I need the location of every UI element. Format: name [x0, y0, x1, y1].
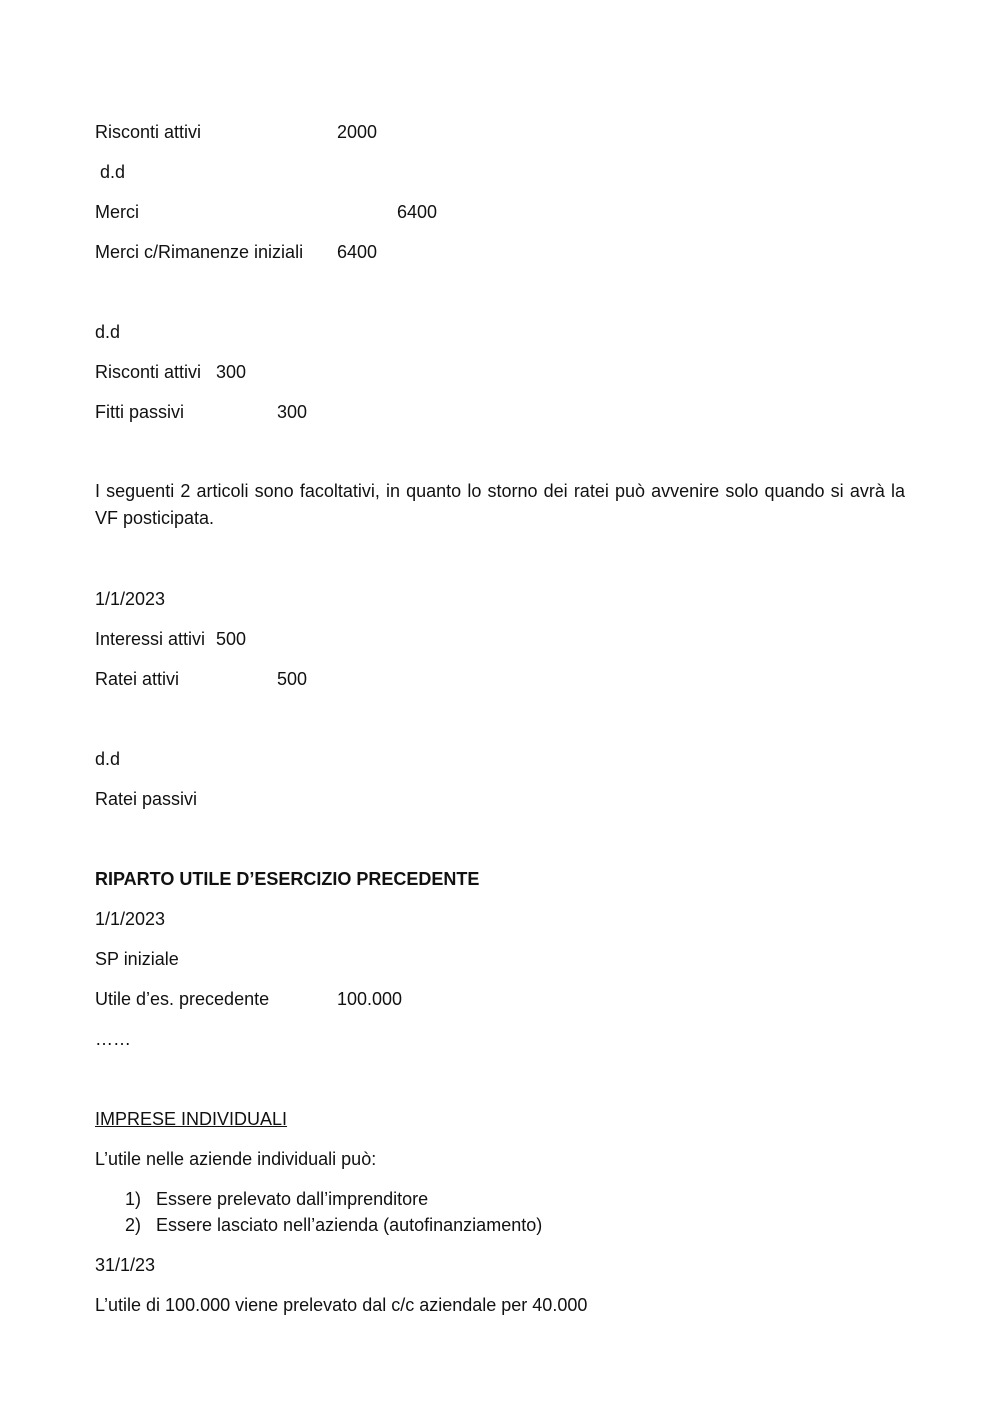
entry-value: 500	[216, 629, 247, 649]
entry-label: Interessi attivi	[95, 629, 206, 649]
entry-label: 31/1/23	[95, 1255, 156, 1275]
entry-line	[95, 908, 165, 930]
entry-line	[95, 1294, 587, 1316]
list-item-text: Essere lasciato nell’azienda (autofinanziamento)	[156, 1215, 543, 1235]
entry-label: Merci	[95, 202, 139, 222]
entry-value: 500	[277, 669, 308, 689]
entry-label: SP iniziale	[95, 949, 179, 969]
entry-label: Utile d’es. precedente	[95, 989, 270, 1009]
entry-line	[95, 668, 308, 690]
entry-line	[95, 241, 378, 263]
entry-label: L’utile di 100.000 viene prelevato dal c/c aziendale per 40.000	[95, 1295, 588, 1315]
ellipsis-line	[95, 1028, 131, 1050]
entry-label: d.d	[95, 749, 121, 769]
entry-label: Risconti attivi	[95, 122, 202, 142]
list-item	[125, 1188, 429, 1210]
entry-line	[95, 201, 438, 223]
entry-label: Fitti passivi	[95, 402, 185, 422]
list-item-number: 2)	[125, 1215, 142, 1235]
entry-line	[95, 321, 120, 343]
entry-label: L’utile nelle aziende individuali può:	[95, 1149, 377, 1169]
entry-value: 6400	[397, 202, 438, 222]
entry-label: ……	[95, 1029, 131, 1049]
entry-value: 2000	[337, 122, 378, 142]
entry-line	[95, 1148, 376, 1170]
entry-label: Ratei attivi	[95, 669, 180, 689]
entry-label: Merci c/Rimanenze iniziali	[95, 242, 304, 262]
entry-line	[95, 748, 120, 770]
entry-line	[95, 628, 247, 650]
entry-line	[95, 1254, 155, 1276]
entry-label: d.d	[100, 162, 126, 182]
entry-line	[95, 948, 179, 970]
entry-label: Ratei passivi	[95, 789, 198, 809]
section-heading-riparto: RIPARTO UTILE D’ESERCIZIO PRECEDENTE	[95, 869, 480, 889]
entry-line	[95, 401, 308, 423]
entry-line	[95, 588, 165, 610]
entry-label: 1/1/2023	[95, 909, 166, 929]
entry-line	[95, 988, 403, 1010]
optional-note-paragraph: I seguenti 2 articoli sono facoltativi, in quanto lo storno dei ratei può avvenire solo quando si avrà la VF posticipata.	[95, 481, 905, 528]
entry-label: 1/1/2023	[95, 589, 166, 609]
section-heading-imprese: IMPRESE INDIVIDUALI	[95, 1109, 288, 1129]
entry-value: 300	[216, 362, 247, 382]
entry-label: Risconti attivi	[95, 362, 202, 382]
entry-line	[95, 361, 247, 383]
list-item-text: Essere prelevato dall’imprenditore	[156, 1189, 429, 1209]
list-item	[125, 1214, 543, 1236]
entry-value: 100.000	[337, 989, 403, 1009]
entry-line	[95, 121, 378, 143]
entry-value: 6400	[337, 242, 378, 262]
entry-line	[100, 161, 125, 183]
list-item-number: 1)	[125, 1189, 142, 1209]
entry-label: d.d	[95, 322, 121, 342]
entry-value: 300	[277, 402, 308, 422]
entry-line	[95, 788, 197, 810]
